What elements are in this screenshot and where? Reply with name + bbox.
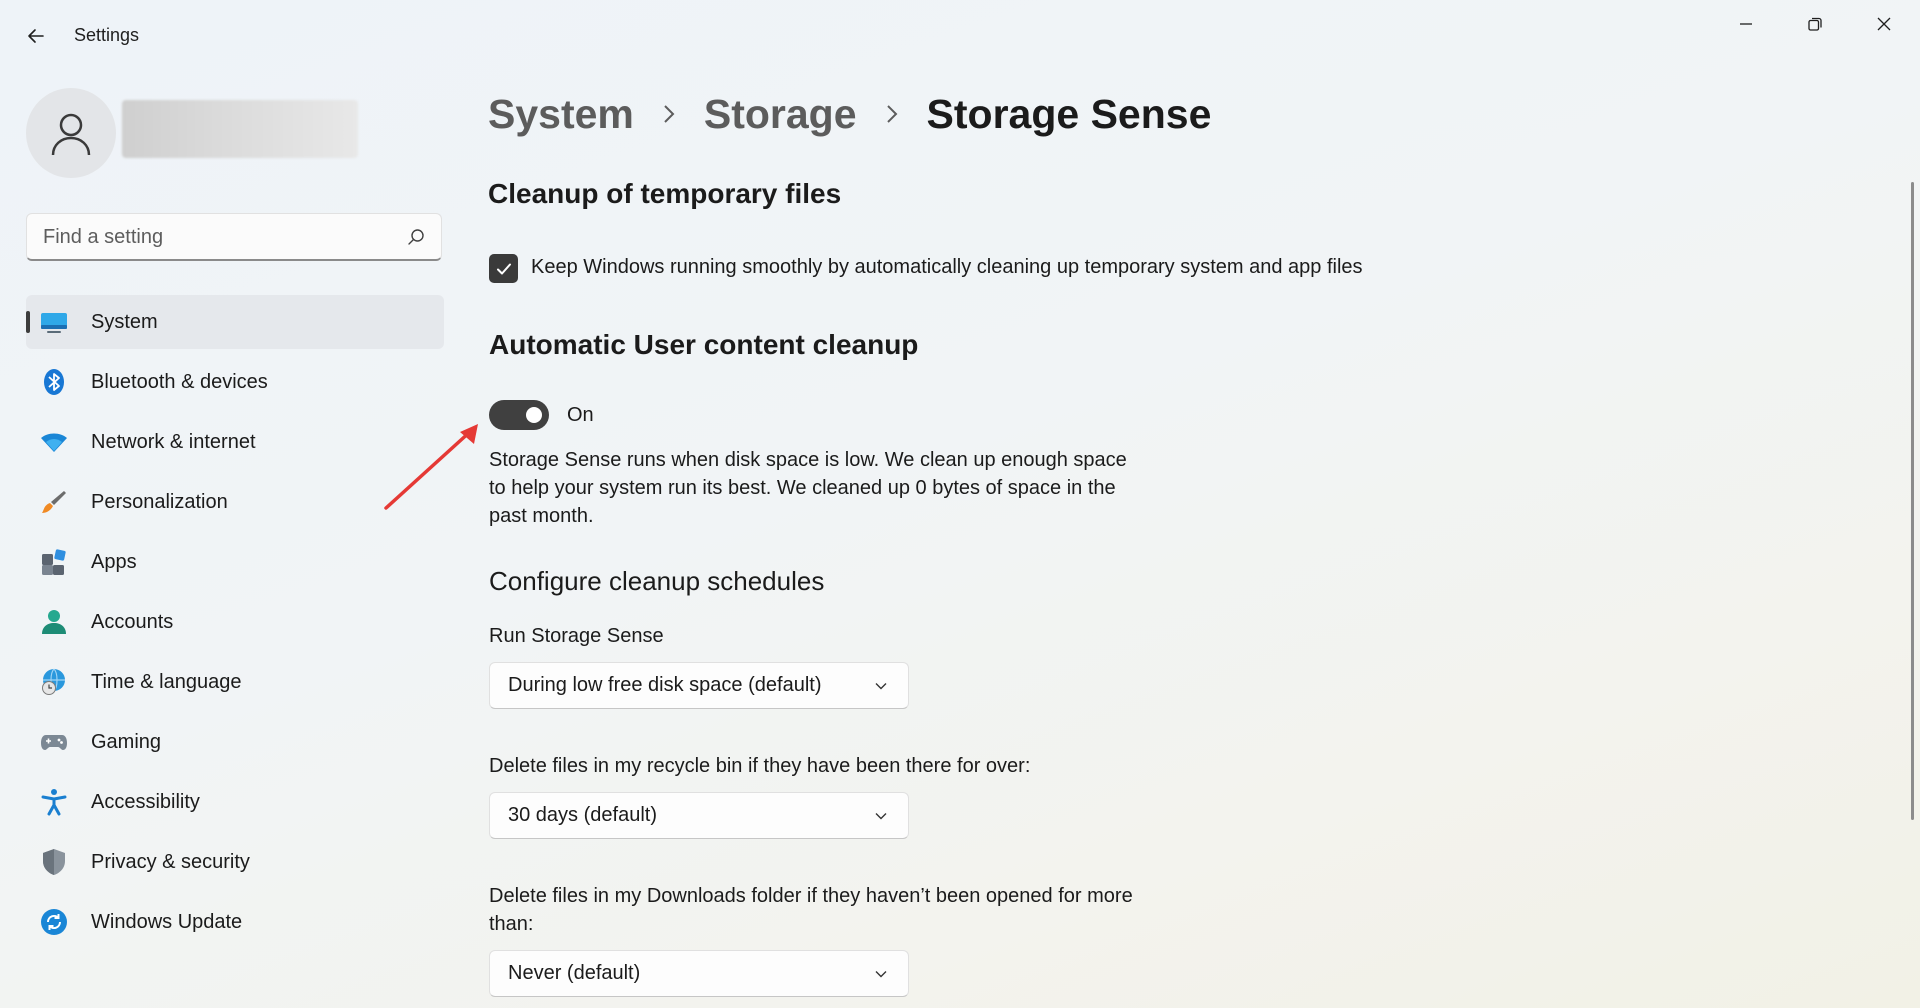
run-storage-sense-dropdown[interactable] xyxy=(489,662,909,709)
back-button[interactable] xyxy=(20,20,52,52)
breadcrumb-storage[interactable]: Storage xyxy=(703,90,857,137)
chevron-right-icon xyxy=(885,103,899,125)
sidebar-item-gaming[interactable] xyxy=(26,715,444,769)
close-icon xyxy=(1876,16,1892,32)
restore-icon xyxy=(1807,16,1823,32)
bluetooth-icon xyxy=(40,368,68,396)
temp-files-heading: Cleanup of temporary files xyxy=(488,178,842,209)
chevron-down-icon xyxy=(874,809,888,823)
search-input[interactable] xyxy=(41,222,385,252)
brush-icon xyxy=(40,488,68,516)
sidebar-item-label: Accounts xyxy=(91,611,174,633)
run-storage-sense-label: Run Storage Sense xyxy=(489,625,664,647)
toggle-state-label: On xyxy=(567,404,594,426)
auto-cleanup-heading: Automatic User content cleanup xyxy=(489,329,919,360)
sidebar-item-privacy[interactable] xyxy=(26,835,444,889)
sidebar-item-label: Windows Update xyxy=(91,911,243,933)
temp-files-checkbox-label: Keep Windows running smoothly by automatically cleaning up temporary system and app files xyxy=(531,256,1363,278)
controller-icon xyxy=(40,728,68,756)
system-icon xyxy=(40,308,68,336)
chevron-down-icon xyxy=(874,967,888,981)
sidebar-item-label: Privacy & security xyxy=(91,851,250,873)
title-bar xyxy=(0,0,1920,72)
downloads-value: Never (default) xyxy=(508,962,641,984)
checkmark-icon xyxy=(495,260,513,278)
user-icon xyxy=(47,109,95,157)
user-name-blurred xyxy=(122,100,358,158)
auto-cleanup-toggle[interactable] xyxy=(489,400,549,430)
globe-clock-icon xyxy=(40,668,68,696)
sidebar-item-label: Accessibility xyxy=(91,791,200,813)
minimize-button[interactable] xyxy=(1712,0,1780,48)
close-button[interactable] xyxy=(1850,0,1918,48)
sidebar-item-accounts[interactable] xyxy=(26,595,444,649)
sidebar-item-label: Time & language xyxy=(91,671,242,693)
search-icon xyxy=(407,228,425,246)
shield-icon xyxy=(40,848,68,876)
recycle-bin-label: Delete files in my recycle bin if they have been there for over: xyxy=(489,755,1031,777)
downloads-label: Delete files in my Downloads folder if they haven’t been opened for more than: xyxy=(489,885,1133,935)
person-icon xyxy=(40,608,68,636)
chevron-right-icon xyxy=(662,103,676,125)
accessibility-icon xyxy=(40,788,68,816)
sidebar-item-label: Personalization xyxy=(91,491,228,513)
app-title: Settings xyxy=(74,25,140,45)
sidebar-item-label: Bluetooth & devices xyxy=(91,371,268,393)
apps-icon xyxy=(40,548,68,576)
downloads-dropdown[interactable] xyxy=(489,950,909,997)
chevron-down-icon xyxy=(874,679,888,693)
breadcrumb-storage-sense: Storage Sense xyxy=(926,90,1212,137)
temp-files-checkbox[interactable] xyxy=(489,254,518,283)
sidebar-item-system[interactable] xyxy=(26,295,444,349)
restore-button[interactable] xyxy=(1781,0,1849,48)
sidebar-item-label: System xyxy=(91,311,158,333)
back-arrow-icon xyxy=(26,26,46,46)
sidebar-item-label: Gaming xyxy=(91,731,162,753)
sidebar-item-accessibility[interactable] xyxy=(26,775,444,829)
sidebar-nav xyxy=(26,295,444,955)
schedule-heading: Configure cleanup schedules xyxy=(489,566,825,596)
scrollbar-thumb[interactable] xyxy=(1911,182,1914,820)
storage-sense-description: Storage Sense runs when disk space is low. We clean up enough space to help your system run its best. We cleaned up 0 bytes of space in the past month. xyxy=(489,449,1127,527)
search-box[interactable] xyxy=(26,213,442,261)
sidebar-item-bluetooth[interactable] xyxy=(26,355,444,409)
wifi-icon xyxy=(40,428,68,456)
toggle-knob xyxy=(526,407,542,423)
sidebar-item-label: Apps xyxy=(91,551,137,573)
update-icon xyxy=(40,908,68,936)
sidebar-item-time-language[interactable] xyxy=(26,655,444,709)
recycle-bin-value: 30 days (default) xyxy=(508,804,657,826)
sidebar-item-apps[interactable] xyxy=(26,535,444,589)
breadcrumb-system[interactable]: System xyxy=(488,90,634,137)
sidebar-item-label: Network & internet xyxy=(91,431,256,453)
sidebar-item-windows-update[interactable] xyxy=(26,895,444,949)
annotation-arrow-icon xyxy=(380,418,486,514)
run-storage-sense-value: During low free disk space (default) xyxy=(508,674,822,696)
recycle-bin-dropdown[interactable] xyxy=(489,792,909,839)
minimize-icon xyxy=(1738,16,1754,32)
avatar[interactable] xyxy=(26,88,116,178)
breadcrumb xyxy=(488,86,1211,142)
